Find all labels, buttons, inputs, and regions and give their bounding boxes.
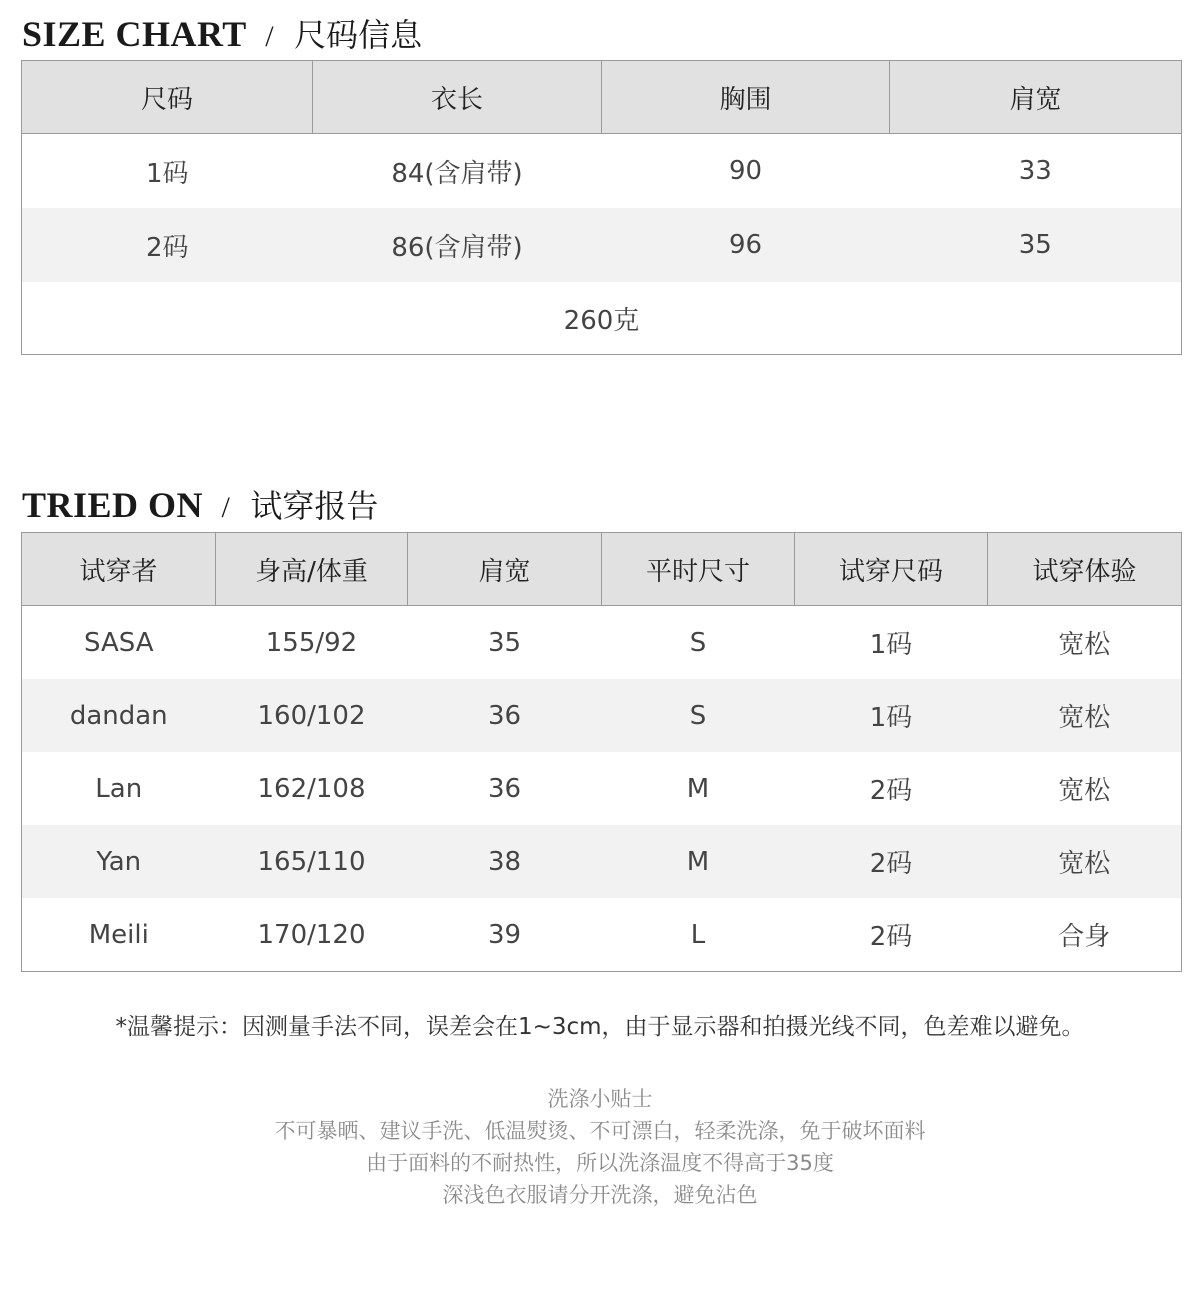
chest-cell: 96: [602, 208, 890, 282]
tried-on-header-row: [22, 533, 1182, 606]
tester-cell: SASA: [83, 627, 154, 658]
height-weight-cell: 160/102: [216, 679, 408, 752]
table-row: [22, 898, 1182, 972]
length-cell: 84(含肩带): [391, 158, 523, 189]
tester-cell: Meili: [88, 919, 149, 950]
shoulder-cell: 33: [1018, 156, 1052, 186]
shoulder-cell: 36: [487, 773, 522, 804]
size-chart-table: [21, 60, 1182, 355]
shoulder-cell: 35: [890, 208, 1182, 282]
tried-size-cell: 2码: [795, 825, 988, 898]
size-cell: 1码: [145, 158, 189, 189]
tried-size-cell: 1码: [795, 679, 988, 752]
care-tips-line: 由于面料的不耐热性，所以洗涤温度不得高于35度: [366, 1151, 834, 1175]
size-chart-title-separator: /: [265, 20, 274, 53]
size-chart-title: [22, 10, 422, 56]
tried-on-header-fit: 试穿体验: [988, 533, 1182, 606]
tester-cell: dandan: [22, 679, 216, 752]
tried-on-title-zh: 试穿报告: [250, 487, 379, 525]
tried-on-title-en: TRIED ON: [22, 485, 204, 525]
size-chart-header-chest: 胸围: [602, 61, 890, 134]
tried-size-cell: 1码: [869, 630, 913, 660]
table-row: [22, 752, 1182, 825]
shoulder-cell: 35: [487, 627, 522, 658]
tried-size-cell: 2码: [869, 776, 913, 806]
usual-size-cell: M: [602, 825, 795, 898]
height-weight-cell: 165/110: [216, 825, 408, 898]
care-tips: [0, 1083, 1200, 1211]
weight-cell: 260克: [563, 305, 640, 336]
usual-size-cell: L: [690, 919, 706, 950]
tried-on-header-tester: 试穿者: [22, 533, 216, 606]
tried-on-table: [21, 532, 1182, 972]
tried-on-header-tried-size: 试穿尺码: [795, 533, 988, 606]
shoulder-cell: 36: [408, 679, 602, 752]
size-chart-title-zh: 尺码信息: [294, 16, 423, 54]
height-weight-cell: 155/92: [265, 627, 358, 658]
tester-cell: Yan: [22, 825, 216, 898]
size-chart-header-row: [22, 61, 1182, 134]
usual-size-cell: S: [689, 627, 707, 658]
fit-cell: 合身: [1058, 922, 1111, 952]
care-tips-line: 不可暴晒、建议手洗、低温熨烫、不可漂白，轻柔洗涤，免于破坏面料: [274, 1119, 926, 1143]
fit-cell: 宽松: [1058, 630, 1111, 660]
length-cell: 86(含肩带): [313, 208, 602, 282]
table-row: [22, 825, 1182, 898]
tester-cell: Lan: [95, 773, 143, 804]
chest-cell: 90: [728, 156, 763, 186]
size-chart-header-shoulder: 肩宽: [890, 61, 1182, 134]
tried-size-cell: 2码: [869, 922, 913, 952]
shoulder-cell: 38: [408, 825, 602, 898]
tried-on-header-height-weight: 身高/体重: [216, 533, 408, 606]
tried-on-title-separator: /: [221, 491, 230, 524]
tried-on-header-usual-size: 平时尺寸: [602, 533, 795, 606]
shoulder-cell: 39: [487, 919, 522, 950]
weight-row: [22, 282, 1182, 355]
height-weight-cell: 162/108: [257, 773, 366, 804]
usual-size-cell: S: [602, 679, 795, 752]
table-row: [22, 606, 1182, 680]
size-chart-title-en: SIZE CHART: [22, 14, 247, 54]
height-weight-cell: 170/120: [257, 919, 366, 950]
size-chart-header-length: 衣长: [313, 61, 602, 134]
table-row: [22, 134, 1182, 209]
tried-on-header-shoulder: 肩宽: [408, 533, 602, 606]
care-tips-line: 深浅色衣服请分开洗涤，避免沾色: [442, 1183, 758, 1207]
fit-cell: 宽松: [988, 679, 1182, 752]
fit-cell: 宽松: [1058, 776, 1111, 806]
table-row: [22, 679, 1182, 752]
fit-cell: 宽松: [988, 825, 1182, 898]
size-cell: 2码: [22, 208, 313, 282]
measurement-tip: *温馨提示：因测量手法不同，误差会在1~3cm，由于显示器和拍摄光线不同，色差难以避免。: [115, 1014, 1085, 1040]
tried-on-title: [22, 481, 378, 527]
table-row: [22, 208, 1182, 282]
care-tips-title: 洗涤小贴士: [547, 1087, 653, 1111]
size-chart-header-size: 尺码: [22, 61, 313, 134]
usual-size-cell: M: [686, 773, 710, 804]
